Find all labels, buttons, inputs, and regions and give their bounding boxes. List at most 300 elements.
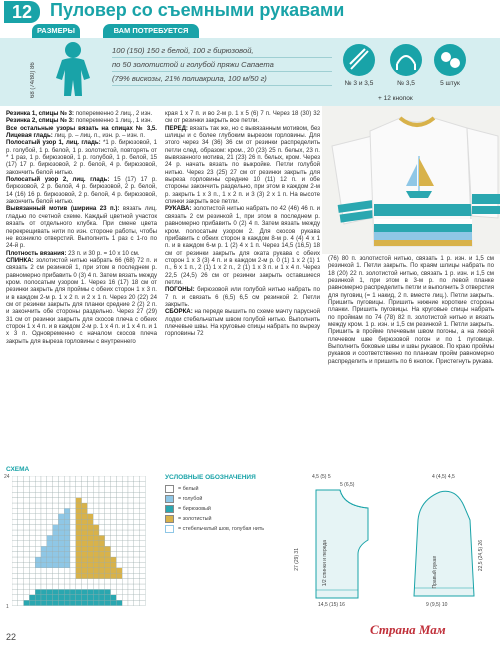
chart-cell bbox=[116, 584, 122, 589]
chart-cell bbox=[53, 568, 59, 573]
chart-cell bbox=[111, 503, 117, 508]
chart-cell bbox=[70, 481, 76, 486]
chart-cell bbox=[99, 541, 105, 546]
chart-cell bbox=[64, 568, 70, 573]
chart-cell bbox=[93, 541, 99, 546]
chart-cell bbox=[111, 519, 117, 524]
chart-cell bbox=[116, 557, 122, 562]
chart-cell bbox=[105, 530, 111, 535]
chart-cell bbox=[82, 503, 88, 508]
row-label: 24 bbox=[4, 474, 10, 480]
chart-cell bbox=[116, 579, 122, 584]
chart-cell bbox=[53, 589, 59, 594]
chart-cell bbox=[105, 508, 111, 513]
chart-cell bbox=[87, 546, 93, 551]
chart-cell bbox=[47, 503, 53, 508]
chart-cell bbox=[12, 546, 18, 551]
chart-cell bbox=[58, 573, 64, 578]
chart-cell bbox=[122, 546, 128, 551]
chart-cell bbox=[76, 519, 82, 524]
chart-cell bbox=[18, 600, 24, 605]
pattern-label: Правый рукав bbox=[432, 556, 438, 589]
paragraph-text: 15 (17) 17 р. бирюзовой, 2 р. белой, 4 р. бирюзовой, 2 р. белой, 14 (16) 16 р. бирюзовой, 2 р. белой, 4 р. бирюзовой, закончить белой нитью. bbox=[6, 176, 157, 206]
page-title: Пуловер со съемными рукавами bbox=[50, 0, 345, 20]
chart-cell bbox=[53, 541, 59, 546]
chart-cell bbox=[82, 481, 88, 486]
chart-cell bbox=[70, 476, 76, 481]
chart-cell bbox=[35, 498, 41, 503]
paragraph-heading: Плотность вязания: bbox=[6, 249, 67, 257]
chart-cell bbox=[111, 481, 117, 486]
chart-cell bbox=[122, 498, 128, 503]
chart-cell bbox=[105, 514, 111, 519]
chart-cell bbox=[99, 498, 105, 503]
chart-cell bbox=[53, 535, 59, 540]
chart-cell bbox=[47, 579, 53, 584]
chart-cell bbox=[140, 573, 146, 578]
chart-cell bbox=[134, 557, 140, 562]
chart-cell bbox=[53, 519, 59, 524]
chart-cell bbox=[128, 503, 134, 508]
chart-cell bbox=[18, 476, 24, 481]
chart-cell bbox=[12, 552, 18, 557]
chart-cell bbox=[70, 589, 76, 594]
chart-cell bbox=[58, 568, 64, 573]
chart-cell bbox=[122, 584, 128, 589]
chart-cell bbox=[41, 476, 47, 481]
chart-cell bbox=[140, 476, 146, 481]
chart-cell bbox=[122, 508, 128, 513]
tool-label: 5 штук bbox=[440, 80, 460, 87]
chart-cell bbox=[76, 498, 82, 503]
chart-cell bbox=[87, 508, 93, 513]
chart-cell bbox=[116, 476, 122, 481]
pattern-dimension: 22,5 (24,5) 26 bbox=[478, 540, 484, 572]
paragraph-text: вязать так же, но с вывязанным мотивом, без шлицы и с более глубоким вырезом горловины. Для этого через 34 (36) 36 см от резинки распределить петли след. образом: кром., 20 (23) 25 п. белых, 23 п. вывязанного мотива, 21 (23) 26 п. белых, кром. Через 24 р. начать вязать по выкройке. Петли голубой нитью. Через 23 (25) 27 см от резинки закрыть для выреза горловины средние 10 (11) 12 п. и обе стороны закончить раздельно, при этом в каждом 2-м р. закрыть 1 х 3 п., 1 х 2 п. и 3 (3) 2 х 1 п. На высоте спинки закрыть все петли. bbox=[165, 124, 320, 206]
chart-cell bbox=[76, 503, 82, 508]
section-heading: РУКАВА: bbox=[165, 205, 192, 213]
chart-cell bbox=[111, 584, 117, 589]
chart-cell bbox=[41, 525, 47, 530]
chart-cell bbox=[47, 552, 53, 557]
paragraph bbox=[6, 117, 157, 124]
chart-cell bbox=[93, 595, 99, 600]
chart-cell bbox=[105, 498, 111, 503]
chart-cell bbox=[122, 535, 128, 540]
chart-cell bbox=[99, 562, 105, 567]
paragraph bbox=[328, 255, 494, 365]
chart-cell bbox=[87, 487, 93, 492]
paragraph bbox=[6, 257, 157, 345]
materials-text bbox=[112, 44, 332, 86]
chart-cell bbox=[76, 557, 82, 562]
chart-cell bbox=[82, 589, 88, 594]
chart-cell bbox=[76, 552, 82, 557]
chart-cell bbox=[24, 541, 30, 546]
chart-cell bbox=[70, 546, 76, 551]
chart-cell bbox=[29, 589, 35, 594]
chart-cell bbox=[82, 487, 88, 492]
chart-cell bbox=[76, 595, 82, 600]
chart-cell bbox=[111, 562, 117, 567]
chart-cell bbox=[70, 557, 76, 562]
chart-cell bbox=[24, 568, 30, 573]
chart-cell bbox=[47, 557, 53, 562]
chart-cell bbox=[134, 595, 140, 600]
chart-cell bbox=[134, 487, 140, 492]
chart-cell bbox=[58, 541, 64, 546]
chart-cell bbox=[105, 562, 111, 567]
chart-cell bbox=[87, 600, 93, 605]
tool-label: № 3 и 3,5 bbox=[344, 80, 374, 87]
chart-cell bbox=[99, 589, 105, 594]
chart-cell bbox=[35, 535, 41, 540]
chart-cell bbox=[58, 589, 64, 594]
paragraph bbox=[165, 308, 320, 337]
chart-cell bbox=[111, 557, 117, 562]
chart-cell bbox=[53, 481, 59, 486]
chart-cell bbox=[134, 481, 140, 486]
chart-cell bbox=[122, 557, 128, 562]
chart-cell bbox=[111, 492, 117, 497]
chart-cell bbox=[128, 562, 134, 567]
chart-cell bbox=[93, 530, 99, 535]
chart-cell bbox=[99, 530, 105, 535]
chart-cell bbox=[18, 492, 24, 497]
paragraph-text: лиц. р. – лиц. п., изн. р. – изн. п. bbox=[52, 132, 146, 140]
chart-cell bbox=[105, 535, 111, 540]
chart-cell bbox=[24, 525, 30, 530]
chart-cell bbox=[70, 562, 76, 567]
materials-line: 100 (150) 150 г белой, 100 г бирюзовой, bbox=[112, 44, 332, 58]
chart-cell bbox=[140, 562, 146, 567]
chart-cell bbox=[29, 562, 35, 567]
chart-cell bbox=[128, 535, 134, 540]
legend-item bbox=[165, 484, 303, 494]
chart-cell bbox=[18, 546, 24, 551]
chart-cell bbox=[70, 552, 76, 557]
chart-cell bbox=[12, 562, 18, 567]
chart-cell bbox=[93, 584, 99, 589]
chart-cell bbox=[76, 481, 82, 486]
chart-cell bbox=[24, 584, 30, 589]
chart-cell bbox=[128, 595, 134, 600]
chart-cell bbox=[111, 498, 117, 503]
chart-cell bbox=[82, 546, 88, 551]
chart-cell bbox=[134, 519, 140, 524]
chart-cell bbox=[76, 546, 82, 551]
chart-cell bbox=[140, 519, 146, 524]
chart-cell bbox=[18, 519, 24, 524]
chart-cell bbox=[53, 508, 59, 513]
legend-title: УСЛОВНЫЕ ОБОЗНАЧЕНИЯ bbox=[165, 474, 256, 481]
chart-cell bbox=[134, 568, 140, 573]
chart-cell bbox=[122, 562, 128, 567]
chart-cell bbox=[64, 498, 70, 503]
chart-cell bbox=[29, 535, 35, 540]
chart-cell bbox=[24, 595, 30, 600]
chart-cell bbox=[99, 503, 105, 508]
chart-cell bbox=[12, 600, 18, 605]
chart-cell bbox=[12, 595, 18, 600]
chart-cell bbox=[122, 595, 128, 600]
chart-cell bbox=[105, 557, 111, 562]
chart-cell bbox=[134, 541, 140, 546]
chart-cell bbox=[29, 481, 35, 486]
legend-label: = голубой bbox=[178, 496, 203, 502]
chart-cell bbox=[41, 546, 47, 551]
chart-cell bbox=[47, 595, 53, 600]
section-heading: СПИНКА: bbox=[6, 256, 34, 264]
chart-cell bbox=[93, 498, 99, 503]
chart-cell bbox=[53, 525, 59, 530]
chart-cell bbox=[87, 525, 93, 530]
chart-cell bbox=[140, 546, 146, 551]
chart-cell bbox=[105, 584, 111, 589]
chart-cell bbox=[93, 503, 99, 508]
chart-cell bbox=[18, 579, 24, 584]
chart-cell bbox=[93, 579, 99, 584]
chart-cell bbox=[24, 476, 30, 481]
chart-cell bbox=[128, 541, 134, 546]
chart-cell bbox=[128, 476, 134, 481]
chart-cell bbox=[93, 535, 99, 540]
chart-cell bbox=[116, 492, 122, 497]
chart-cell bbox=[18, 481, 24, 486]
section-heading: ПОГОНЫ: bbox=[165, 286, 195, 294]
paragraph-text: *1 р. бирюзовой, 1 р. голубой, 1 р. белой, 1 р. золотистой, повторять от * 1 раз, 1 р. бирюзовой, 1 р. голубой, 1 р. белой, 15 (17) 17 р. бирюзовой, 2 р. белой, 4 р. бирюзовой, закончить белой нитью. bbox=[6, 139, 157, 176]
chart-cell bbox=[18, 498, 24, 503]
chart-cell bbox=[105, 525, 111, 530]
chart-cell bbox=[99, 579, 105, 584]
paragraph-text: попеременно 1 лиц., 1 изн. bbox=[74, 117, 153, 125]
legend-item bbox=[165, 524, 303, 534]
chart-cell bbox=[122, 530, 128, 535]
chart-cell bbox=[140, 584, 146, 589]
chart-cell bbox=[29, 573, 35, 578]
chart-cell bbox=[70, 525, 76, 530]
sizes-label: 68 (74/80) 86 bbox=[30, 62, 36, 98]
chart-cell bbox=[53, 573, 59, 578]
circular-needle-icon bbox=[390, 44, 422, 76]
chart-cell bbox=[64, 519, 70, 524]
chart-cell bbox=[12, 557, 18, 562]
chart-cell bbox=[111, 546, 117, 551]
swatch-gold bbox=[165, 515, 174, 523]
chart-cell bbox=[70, 530, 76, 535]
chart-cell bbox=[58, 546, 64, 551]
chart-cell bbox=[64, 589, 70, 594]
paragraph bbox=[6, 125, 157, 140]
text-column-1 bbox=[6, 110, 157, 345]
chart-cell bbox=[128, 552, 134, 557]
chart-cell bbox=[53, 600, 59, 605]
chart-cell bbox=[82, 552, 88, 557]
chart-cell bbox=[70, 568, 76, 573]
chart-cell bbox=[58, 519, 64, 524]
chart-cell bbox=[35, 503, 41, 508]
chart-cell bbox=[93, 481, 99, 486]
chart-cell bbox=[24, 530, 30, 535]
chart-cell bbox=[93, 476, 99, 481]
chart-cell bbox=[128, 492, 134, 497]
chart-cell bbox=[93, 546, 99, 551]
chart-cell bbox=[58, 562, 64, 567]
chart-cell bbox=[18, 508, 24, 513]
chart-cell bbox=[105, 595, 111, 600]
chart-cell bbox=[47, 514, 53, 519]
chart-cell bbox=[93, 573, 99, 578]
chart-cell bbox=[87, 498, 93, 503]
chart-cell bbox=[99, 525, 105, 530]
chart-cell bbox=[53, 503, 59, 508]
paragraph bbox=[165, 286, 320, 308]
chart-cell bbox=[140, 498, 146, 503]
chart-cell bbox=[122, 525, 128, 530]
chart-cell bbox=[29, 546, 35, 551]
chart-cell bbox=[35, 530, 41, 535]
paragraph-text: попеременно 2 лиц., 2 изн. bbox=[74, 110, 153, 117]
chart-cell bbox=[70, 492, 76, 497]
paragraph-heading: Резинка 2, спицы № 3: bbox=[6, 117, 75, 125]
chart-cell bbox=[93, 557, 99, 562]
chart-cell bbox=[29, 595, 35, 600]
chart-cell bbox=[64, 530, 70, 535]
chart-cell bbox=[35, 568, 41, 573]
chart-cell bbox=[35, 589, 41, 594]
chart-cell bbox=[41, 487, 47, 492]
chart-cell bbox=[35, 595, 41, 600]
chart-cell bbox=[53, 562, 59, 567]
chart-cell bbox=[76, 514, 82, 519]
chart-cell bbox=[29, 584, 35, 589]
chart-cell bbox=[64, 503, 70, 508]
chart-cell bbox=[12, 568, 18, 573]
paragraph bbox=[6, 139, 157, 176]
chart-cell bbox=[111, 552, 117, 557]
chart-cell bbox=[140, 525, 146, 530]
chart-cell bbox=[93, 514, 99, 519]
chart-cell bbox=[35, 562, 41, 567]
chart-cell bbox=[116, 541, 122, 546]
chart-cell bbox=[116, 589, 122, 594]
chart-cell bbox=[140, 481, 146, 486]
chart-cell bbox=[41, 541, 47, 546]
schema-title: СХЕМА bbox=[6, 466, 30, 473]
chart-cell bbox=[64, 541, 70, 546]
swatch-white bbox=[165, 485, 174, 493]
chart-cell bbox=[99, 535, 105, 540]
chart-cell bbox=[29, 600, 35, 605]
chart-cell bbox=[58, 595, 64, 600]
tab-sizes: РАЗМЕРЫ bbox=[32, 24, 80, 38]
chart-cell bbox=[41, 600, 47, 605]
section-heading: СБОРКА: bbox=[165, 308, 193, 316]
chart-cell bbox=[134, 508, 140, 513]
chart-cell bbox=[47, 525, 53, 530]
chart-cell bbox=[47, 568, 53, 573]
chart-cell bbox=[111, 595, 117, 600]
chart-cell bbox=[87, 552, 93, 557]
chart-cell bbox=[82, 579, 88, 584]
chart-cell bbox=[18, 584, 24, 589]
chart-cell bbox=[105, 541, 111, 546]
chart-cell bbox=[111, 579, 117, 584]
chart-cell bbox=[116, 568, 122, 573]
chart-cell bbox=[128, 546, 134, 551]
chart-cell bbox=[122, 476, 128, 481]
chart-cell bbox=[64, 546, 70, 551]
chart-cell bbox=[64, 573, 70, 578]
chart-cell bbox=[53, 595, 59, 600]
chart-cell bbox=[93, 552, 99, 557]
chart-cell bbox=[18, 562, 24, 567]
paragraph-text: края 1 х 7 п. и во 2-м р. 1 х 5 (6) 7 п. Через 18 (30) 32 см от резинки закрыть все петли. bbox=[165, 110, 320, 125]
paragraph-heading: Все остальные узоры вязать на спицах № 3,5. Лицевая гладь: bbox=[6, 124, 157, 140]
chart-cell bbox=[140, 503, 146, 508]
chart-cell bbox=[53, 530, 59, 535]
chart-cell bbox=[111, 568, 117, 573]
chart-cell bbox=[128, 525, 134, 530]
chart-cell bbox=[64, 481, 70, 486]
chart-cell bbox=[111, 573, 117, 578]
chart-cell bbox=[12, 535, 18, 540]
chart-cell bbox=[76, 525, 82, 530]
paragraph-heading: Полосатый узор 1, лиц. гладь: bbox=[6, 139, 101, 147]
chart-cell bbox=[134, 498, 140, 503]
chart-cell bbox=[116, 508, 122, 513]
chart-cell bbox=[87, 530, 93, 535]
chart-cell bbox=[24, 514, 30, 519]
chart-cell bbox=[99, 557, 105, 562]
chart-cell bbox=[134, 530, 140, 535]
chart-cell bbox=[122, 503, 128, 508]
chart-cell bbox=[58, 552, 64, 557]
paragraph bbox=[6, 110, 157, 117]
chart-cell bbox=[47, 481, 53, 486]
chart-cell bbox=[64, 595, 70, 600]
legend-label: = белый bbox=[178, 486, 199, 492]
legend-label: = бирюзовый bbox=[178, 506, 211, 512]
chart-cell bbox=[105, 589, 111, 594]
chart-cell bbox=[35, 557, 41, 562]
chart-cell bbox=[29, 514, 35, 519]
chart-cell bbox=[18, 595, 24, 600]
chart-cell bbox=[41, 573, 47, 578]
chart-cell bbox=[111, 476, 117, 481]
chart-cell bbox=[140, 600, 146, 605]
chart-cell bbox=[111, 600, 117, 605]
paragraph bbox=[165, 125, 320, 206]
chart-cell bbox=[47, 573, 53, 578]
buttons-icon bbox=[434, 44, 466, 76]
chart-cell bbox=[134, 525, 140, 530]
chart-cell bbox=[24, 600, 30, 605]
chart-cell bbox=[76, 530, 82, 535]
chart-cell bbox=[82, 562, 88, 567]
chart-cell bbox=[18, 557, 24, 562]
chart-cell bbox=[99, 600, 105, 605]
chart-cell bbox=[87, 541, 93, 546]
chart-cell bbox=[47, 600, 53, 605]
chart-cell bbox=[29, 498, 35, 503]
chart-cell bbox=[35, 481, 41, 486]
chart-cell bbox=[18, 514, 24, 519]
chart-cell bbox=[82, 573, 88, 578]
chart-cell bbox=[122, 492, 128, 497]
chart-cell bbox=[47, 519, 53, 524]
chart-cell bbox=[29, 476, 35, 481]
